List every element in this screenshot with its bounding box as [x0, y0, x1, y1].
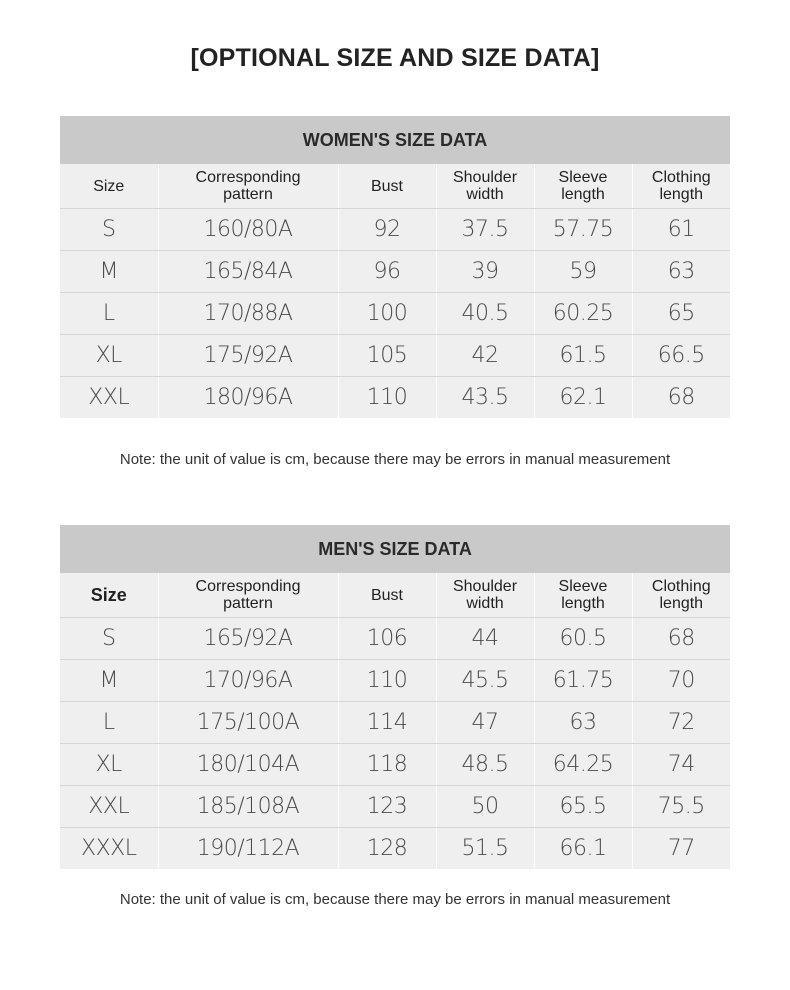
bust-cell: 128 — [338, 828, 436, 870]
table-row — [60, 335, 730, 377]
mens-table-title: MEN'S SIZE DATA — [60, 525, 730, 573]
size-cell: XXL — [60, 786, 158, 828]
clothing-length-header: Clothing length — [632, 573, 730, 618]
pattern-cell: 180/96A — [158, 377, 338, 419]
pattern-cell: 160/80A — [158, 209, 338, 251]
shoulder-width-cell: 37.5 — [436, 209, 534, 251]
bust-cell: 110 — [338, 377, 436, 419]
size-cell: M — [60, 660, 158, 702]
sleeve-length-cell: 57.75 — [534, 209, 632, 251]
shoulder-width-cell: 51.5 — [436, 828, 534, 870]
sleeve-length-cell: 63 — [534, 702, 632, 744]
size-cell: XL — [60, 744, 158, 786]
table-row — [60, 293, 730, 335]
womens-measurement-note: Note: the unit of value is cm, because there may be errors in manual measurement — [119, 451, 671, 468]
mens-size-table — [60, 525, 730, 869]
pattern-cell: 180/104A — [158, 744, 338, 786]
table-row — [60, 786, 730, 828]
sleeve-length-cell: 66.1 — [534, 828, 632, 870]
bust-header: Bust — [338, 573, 436, 618]
bust-cell: 118 — [338, 744, 436, 786]
bust-header: Bust — [338, 164, 436, 209]
pattern-header: Corresponding pattern — [158, 164, 338, 209]
table-row — [60, 702, 730, 744]
clothing-length-header: Clothing length — [632, 164, 730, 209]
table-row — [60, 828, 730, 870]
mens-measurement-note: Note: the unit of value is cm, because there may be errors in manual measurement — [119, 891, 671, 908]
table-row — [60, 377, 730, 419]
sleeve-length-cell: 61.5 — [534, 335, 632, 377]
sleeve-length-cell: 60.25 — [534, 293, 632, 335]
womens-size-table — [60, 116, 730, 418]
column-header-row — [60, 573, 730, 618]
pattern-cell: 190/112A — [158, 828, 338, 870]
column-header-row — [60, 164, 730, 209]
shoulder-width-header: Shoulder width — [436, 573, 534, 618]
bust-cell: 105 — [338, 335, 436, 377]
shoulder-width-cell: 42 — [436, 335, 534, 377]
size-cell: L — [60, 293, 158, 335]
shoulder-width-cell: 45.5 — [436, 660, 534, 702]
womens-table-title: WOMEN'S SIZE DATA — [60, 116, 730, 164]
size-cell: S — [60, 209, 158, 251]
table-row — [60, 660, 730, 702]
size-cell: M — [60, 251, 158, 293]
clothing-length-cell: 61 — [632, 209, 730, 251]
clothing-length-cell: 72 — [632, 702, 730, 744]
size-cell: XXL — [60, 377, 158, 419]
womens-table-body — [60, 164, 730, 418]
table-row — [60, 209, 730, 251]
pattern-cell: 170/88A — [158, 293, 338, 335]
pattern-header: Corresponding pattern — [158, 573, 338, 618]
size-cell: S — [60, 618, 158, 660]
clothing-length-cell: 68 — [632, 618, 730, 660]
size-cell: XXXL — [60, 828, 158, 870]
pattern-cell: 185/108A — [158, 786, 338, 828]
shoulder-width-cell: 48.5 — [436, 744, 534, 786]
mens-table-body — [60, 573, 730, 869]
clothing-length-cell: 68 — [667, 385, 695, 410]
size-header: Size — [60, 573, 158, 618]
shoulder-width-cell: 40.5 — [436, 293, 534, 335]
page-title: [OPTIONAL SIZE AND SIZE DATA] — [190, 44, 600, 72]
clothing-length-cell: 75.5 — [632, 786, 730, 828]
bust-cell: 96 — [338, 251, 436, 293]
pattern-cell: 165/84A — [158, 251, 338, 293]
clothing-length-cell: 77 — [667, 836, 695, 861]
shoulder-width-cell: 44 — [436, 618, 534, 660]
table-row — [60, 618, 730, 660]
pattern-cell: 170/96A — [158, 660, 338, 702]
clothing-length-cell: 70 — [632, 660, 730, 702]
bust-cell: 92 — [338, 209, 436, 251]
sleeve-length-cell: 65.5 — [534, 786, 632, 828]
bust-cell: 100 — [338, 293, 436, 335]
size-cell: XL — [60, 335, 158, 377]
sleeve-length-cell: 59 — [534, 251, 632, 293]
shoulder-width-cell: 39 — [436, 251, 534, 293]
clothing-length-cell: 65 — [632, 293, 730, 335]
table-row — [60, 744, 730, 786]
size-header: Size — [60, 164, 158, 209]
shoulder-width-cell: 50 — [436, 786, 534, 828]
bust-cell: 106 — [338, 618, 436, 660]
pattern-cell: 165/92A — [158, 618, 338, 660]
clothing-length-cell: 66.5 — [632, 335, 730, 377]
size-cell: L — [60, 702, 158, 744]
clothing-length-cell: 74 — [632, 744, 730, 786]
sleeve-length-cell: 60.5 — [534, 618, 632, 660]
shoulder-width-cell: 47 — [436, 702, 534, 744]
pattern-cell: 175/100A — [158, 702, 338, 744]
sleeve-length-header: Sleeve length — [534, 573, 632, 618]
bust-cell: 114 — [338, 702, 436, 744]
shoulder-width-header: Shoulder width — [436, 164, 534, 209]
table-row — [60, 251, 730, 293]
sleeve-length-cell: 62.1 — [534, 377, 632, 419]
pattern-cell: 175/92A — [158, 335, 338, 377]
bust-cell: 123 — [338, 786, 436, 828]
clothing-length-cell: 63 — [632, 251, 730, 293]
sleeve-length-cell: 61.75 — [534, 660, 632, 702]
bust-cell: 110 — [338, 660, 436, 702]
sleeve-length-header: Sleeve length — [534, 164, 632, 209]
sleeve-length-cell: 64.25 — [534, 744, 632, 786]
shoulder-width-cell: 43.5 — [436, 377, 534, 419]
